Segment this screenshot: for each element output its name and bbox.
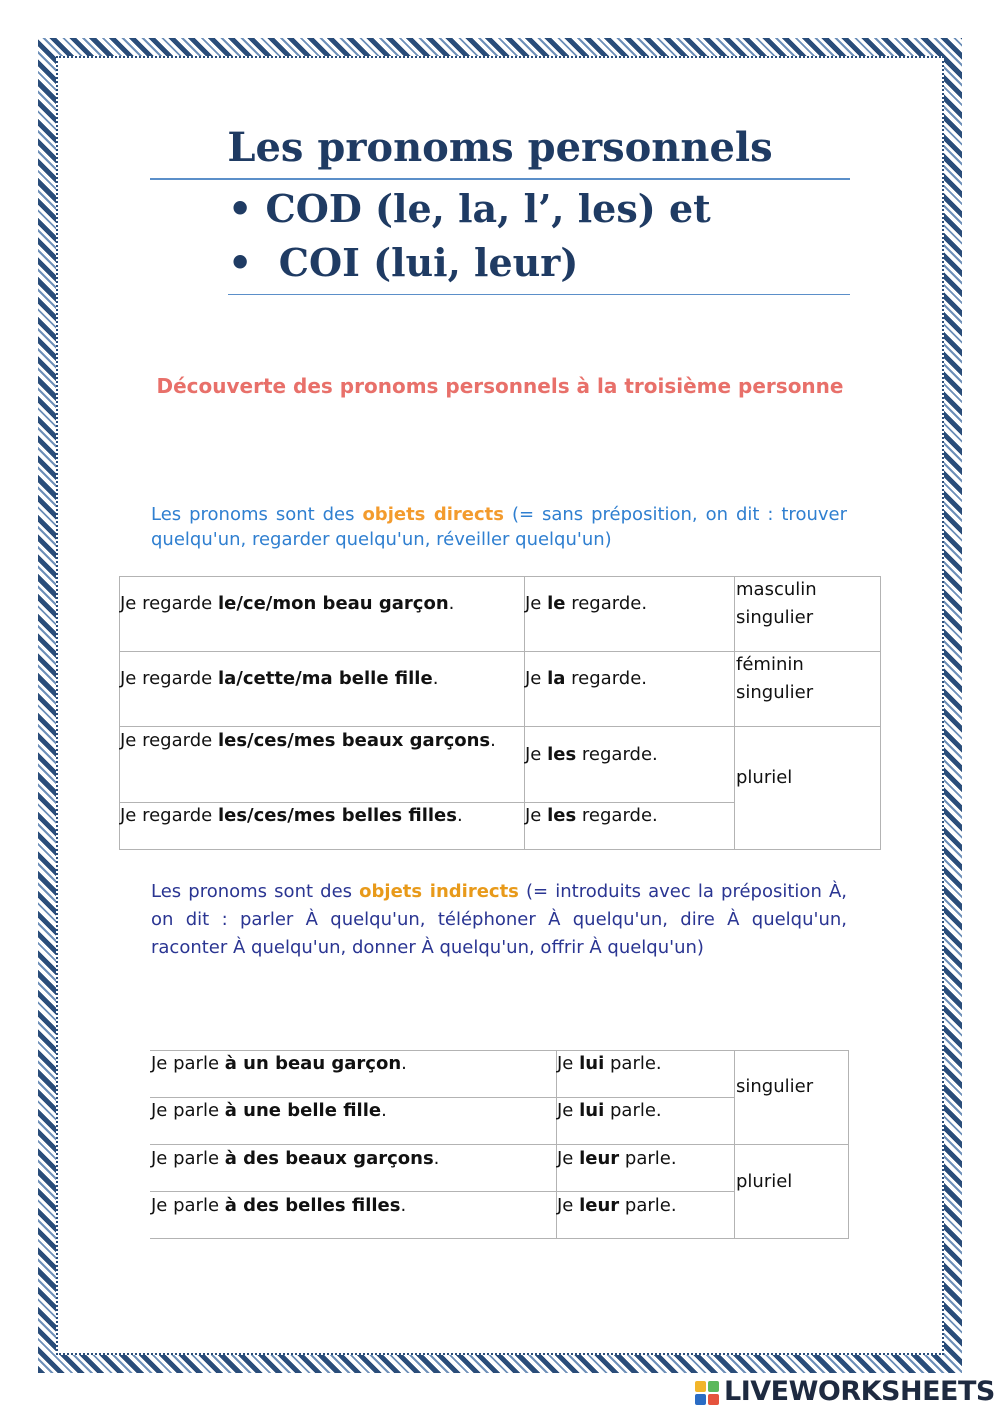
cell-bold: la/cette/ma belle fille xyxy=(217,668,433,689)
cell-text: parle. xyxy=(604,1053,662,1074)
cell-bold: les xyxy=(547,744,577,765)
cell-bold: le/ce/mon beau garçon xyxy=(217,593,449,614)
cell-text: Je xyxy=(525,744,548,765)
cell-text: parle. xyxy=(619,1195,677,1216)
section-subtitle: Découverte des pronoms personnels à la troisième personne xyxy=(156,374,844,398)
cell-text: Je parle xyxy=(151,1195,225,1216)
cell-text: Je xyxy=(525,668,548,689)
para-text: Les pronoms sont des xyxy=(151,881,360,902)
paragraph-indirect-objects xyxy=(151,878,847,962)
label-masculin-singulier: masculin singulier xyxy=(736,579,817,628)
label-feminin-singulier: féminin singulier xyxy=(736,654,814,703)
highlight-objets-indirects: objets indirects xyxy=(359,881,519,902)
label-pluriel: pluriel xyxy=(736,1171,793,1192)
cell-text: . xyxy=(432,668,439,689)
cell-bold: leur xyxy=(579,1195,620,1216)
cell-text: Je xyxy=(557,1100,580,1121)
table-row xyxy=(524,802,734,830)
table-row xyxy=(150,1050,556,1078)
para-text: (= sans préposition, on dit : trouver quelqu'un, regarder quelqu'un, réveiller quelqu'un) xyxy=(151,504,847,550)
cell-text: Je xyxy=(525,593,548,614)
cell-text: Je xyxy=(557,1148,580,1169)
cell-text: Je regarde xyxy=(120,593,218,614)
cell-text: . xyxy=(401,1053,407,1074)
cell-bold: le xyxy=(547,593,566,614)
liveworksheets-logo-icon xyxy=(694,1380,720,1406)
cell-text: Je xyxy=(525,805,548,826)
cell-text: parle. xyxy=(604,1100,662,1121)
cell-text: Je parle xyxy=(151,1053,225,1074)
watermark-text: LIVEWORKSHEETS xyxy=(724,1376,995,1407)
bullets-rule xyxy=(228,294,850,295)
bullet-dot-icon: • xyxy=(228,240,253,285)
para-text: (= introduits avec la préposition À, on dit : parler À quelqu'un, téléphoner À quelqu'un, dire À quelqu'un, raconter À quelqu'un, donner À quelqu'un, offrir À quelqu'un) xyxy=(151,881,848,958)
cell-text: parle. xyxy=(619,1148,677,1169)
title-rule xyxy=(150,178,850,180)
cell-text: Je parle xyxy=(151,1100,225,1121)
table-row xyxy=(556,1050,734,1078)
cell-text: . xyxy=(381,1100,387,1121)
page-title: Les pronoms personnels xyxy=(227,124,773,171)
cell-bold: lui xyxy=(579,1053,605,1074)
cell-text: . xyxy=(456,805,463,826)
cell-bold: leur xyxy=(579,1148,620,1169)
table-row xyxy=(524,665,734,693)
cell-text: . xyxy=(448,593,455,614)
cell-text: Je xyxy=(557,1195,580,1216)
table-line xyxy=(848,1050,849,1239)
table-line xyxy=(880,576,881,850)
cell-text: Je regarde xyxy=(120,805,218,826)
table-row xyxy=(524,741,734,769)
cell-text: . xyxy=(400,1195,407,1216)
bullet-coi xyxy=(228,240,578,285)
cell-bold: les/ces/mes belles filles xyxy=(217,805,457,826)
cell-bold: les xyxy=(547,805,577,826)
cell-bold: à des beaux garçons xyxy=(224,1148,434,1169)
cell-bold: à des belles filles xyxy=(224,1195,401,1216)
cell-text: Je xyxy=(557,1053,580,1074)
paragraph-direct-objects xyxy=(151,502,847,552)
cell-text: Je parle xyxy=(151,1148,225,1169)
table-row xyxy=(556,1145,734,1173)
bullet-cod xyxy=(228,186,711,231)
cell-bold: à un beau garçon xyxy=(224,1053,402,1074)
table-row xyxy=(119,802,524,830)
bullet-text: COD (le, la, l’, les) et xyxy=(265,186,711,231)
cell-text: regarde. xyxy=(565,668,647,689)
cell-text: regarde. xyxy=(565,593,648,614)
label-pluriel: pluriel xyxy=(736,767,793,788)
bullet-dot-icon: • xyxy=(228,186,253,231)
table-row xyxy=(150,1145,556,1173)
cell-text: regarde. xyxy=(576,805,658,826)
table-row xyxy=(119,727,524,755)
label-singulier: singulier xyxy=(736,1076,814,1097)
table-row xyxy=(119,665,524,693)
cell-text: Je regarde xyxy=(120,668,218,689)
table-row xyxy=(556,1192,734,1220)
cell-bold: lui xyxy=(579,1100,605,1121)
table-line xyxy=(150,1238,849,1239)
table-row xyxy=(524,590,734,618)
table-row xyxy=(150,1192,556,1220)
table-row xyxy=(150,1097,556,1125)
cell-bold: à une belle fille xyxy=(224,1100,382,1121)
cell-text: . xyxy=(490,730,496,751)
para-text: Les pronoms sont des xyxy=(151,504,363,525)
table-row xyxy=(556,1097,734,1125)
cell-bold: les/ces/mes beaux garçons xyxy=(217,730,491,751)
table-row xyxy=(119,590,524,618)
cell-text: Je regarde xyxy=(120,730,218,751)
table-line xyxy=(119,849,881,850)
cell-text: . xyxy=(433,1148,440,1169)
bullet-text: COI (lui, leur) xyxy=(278,240,579,285)
highlight-objets-directs: objets directs xyxy=(362,504,504,525)
liveworksheets-watermark xyxy=(694,1376,994,1408)
cell-text: regarde. xyxy=(576,744,658,765)
cell-bold: la xyxy=(547,668,566,689)
